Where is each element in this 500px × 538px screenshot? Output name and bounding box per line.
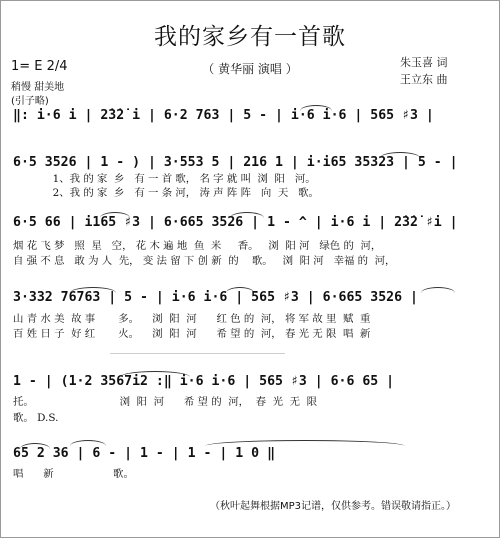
- composer-credit: 王立东 曲: [400, 73, 448, 86]
- volta-line: [110, 353, 285, 354]
- slur-mark: [20, 443, 50, 449]
- slur-mark: [380, 152, 420, 158]
- slur-mark: [120, 371, 190, 377]
- transcription-footnote: （秋叶起舞根据MP3记谱，仅供参考。错误敬请指正。）: [210, 501, 457, 512]
- slur-mark: [100, 212, 130, 218]
- lyrics-row-3-verse-1: 烟 花 飞 梦 照 星 空， 花 木 遍 地 鱼 米 香。 浏 阳 河 绿色 的 河，: [13, 240, 382, 252]
- lyrics-row-4-verse-2: 百 姓 日 子 好 红 火。 浏 阳 河 希 望 的 河， 春 光 无 限 唱 新: [13, 328, 371, 340]
- lyrics-row-2-verse-1: 1、我 的 家 乡 有 一 首 歌， 名 字 就 叫 浏 阳 河。: [13, 173, 316, 185]
- intro-note: (引子略): [11, 96, 49, 107]
- tempo-marking: 稍慢 甜美地: [11, 82, 65, 93]
- tie-mark: [205, 440, 405, 446]
- lyrics-row-5-verse-1: 托。 浏 阳 河 希 望 的 河， 春 光 无 限: [13, 396, 318, 408]
- lyrics-row-3-verse-2: 自 强 不 息 敢 为 人 先， 变 法 留 下 创 新 的 歌。 浏 阳 河 幸福 的 河，: [13, 255, 396, 267]
- slur-mark: [226, 287, 254, 293]
- lyrics-row-2-verse-2: 2、我 的 家 乡 有 一 条 河， 涛 声 阵 阵 向 天 歌。: [13, 187, 319, 199]
- slur-mark: [70, 287, 116, 293]
- slur-mark: [70, 440, 106, 446]
- song-title: 我的家乡有一首歌: [154, 24, 346, 50]
- score-row-6: 65 2 36 | 6 - | 1 - | 1 - | 1 0 ‖: [13, 446, 276, 461]
- score-row-5: 1 - | (1·2 3567i2 :‖ i·6 i·6 | 565 ♯3 | 6·6 65 |: [13, 374, 395, 389]
- score-row-2: 6·5 3526 | 1 - ) | 3·553 5 | 216 1 | i·i65 35323 | 5 - |: [13, 155, 458, 170]
- slur-mark: [230, 212, 264, 218]
- score-row-4: 3·332 76763 | 5 - | i·6 i·6 | 565 ♯3 | 6·665 3526 |: [13, 290, 418, 305]
- lyrics-row-6: 唱 新 歌。: [13, 468, 134, 480]
- lyricist-credit: 朱玉喜 词: [400, 56, 448, 69]
- lyrics-row-5-verse-2: 歌。 D.S.: [13, 412, 59, 424]
- singer-credit: （ 黄华丽 演唱 ）: [202, 62, 298, 76]
- lyrics-row-4-verse-1: 山 青 水 美 故 事 多。 浏 阳 河 红 色 的 河， 将 军 故 里 赋 重: [13, 313, 371, 325]
- slur-mark: [421, 287, 455, 293]
- slur-mark: [300, 105, 332, 111]
- score-row-3: 6·5 66 | i165 ♯3 | 6·665 3526 | 1 - ^ | i·6 i | 2̇3̇2̇ ♯i |: [13, 215, 458, 230]
- score-row-1: ‖: i·6 i | 2̇3̇2̇ i | 6·2 763 | 5 - | i·6 i·6 | 565 ♯3 |: [13, 108, 434, 123]
- key-signature: 1= E 2/4: [11, 59, 68, 74]
